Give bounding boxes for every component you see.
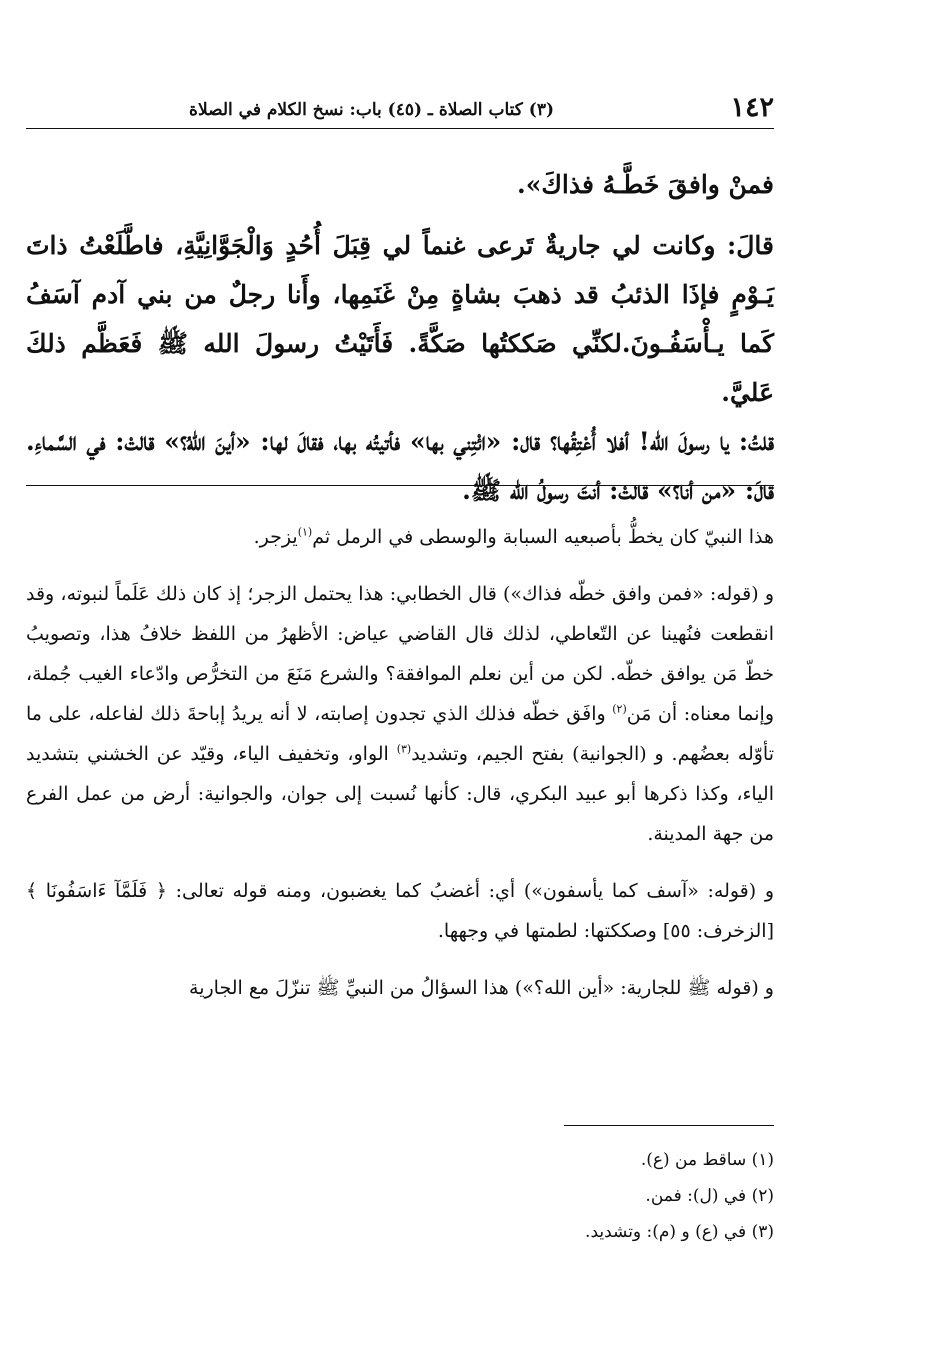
hadith-paragraph-3: قلتُ: يا رسولَ الله! أفلا أُعْتِقُها؟ قال: «ائْتِني بها» فأتيتُه بها، فقالَ لها: «أينَ اللهُ؟» قالتْ: في السَّماءِ. قالَ: «من أنا؟» قالتْ: أنتَ رسولُ الله ﷺ. [26, 427, 774, 505]
hadith-text [26, 160, 774, 515]
commentary-2-text-a: و (قوله: «فمن وافق خطّه فذاك») قال الخطابي: هذا يحتمل الزجر؛ إذ كان ذلك عَلَماً لنبوته، وقد انقطعت فنُهينا عن التّعاطي، لذلك قال القاضي عياض: الأظهرُ من اللفظ خلافُ هذا، وتصويبُ خطّ مَن يوافق خطّه. لكن من أين نعلم الموافقة؟ والشرع مَنَعَ من التخرُّص وادّعاء الغيب جُملة، وإنما معناه: أن مَن [26, 583, 774, 725]
commentary-paragraph-3: و (قوله: «آسف كما يأسفون») أي: أغضبُ كما يغضبون، ومنه قوله تعالى: ﴿ فَلَمَّآ ءَاسَفُونَا ﴾ [الزخرف: ٥٥] وصككتها: لطمتها في وجهها. [26, 880, 774, 942]
footnote-3: (٣) في (ع) و (م): وتشديد. [585, 1222, 774, 1242]
commentary-paragraph-4: و (قوله ﷺ للجارية: «أين الله؟») هذا السؤالُ من النبيِّ ﷺ تنزّلَ مع الجارية [189, 977, 774, 999]
footnote-ref-1: (١) [297, 525, 313, 539]
commentary-2-text-b: وافَق خطّه فذلك الذي تجدون إصابته، لا أنه يريدُ إباحةَ ذلك لفاعله، على ما تأوّله بعضُهم. و (الجوانية) بفتح الجيم، وتشديد [26, 703, 774, 765]
commentary-2-text-c: الواو، وتخفيف الياء، وقيّد عن الخشني بتشديد الياء، وكذا ذكرها أبو عبيد البكري، قال: كأنها نُسبت إلى جوان، والجوانية: أرض من عمل الفرع من جهة المدينة. [26, 743, 774, 845]
header-divider [26, 128, 774, 129]
commentary-1-text-a: هذا النبيّ كان يخطُّ بأصبعيه السبابة والوسطى في الرمل ثم [312, 526, 774, 548]
footnotes [26, 1142, 774, 1250]
hadith-paragraph-1: فمنْ وافقَ خَطَّـهُ فذاكَ». [516, 170, 774, 199]
hadith-paragraph-2: قالَ: وكانت لي جاريةٌ تَرعى غنماً لي قِبَلَ أُحُدٍ وَالْجَوَّانِيَّةِ، فاطَّلَعْتُ ذاتَ يَـوْمٍ فإذَا الذئبُ قد ذهبَ بشاةٍ مِنْ غَنَمِها، وأَنا رجلٌ من بني آدم آسَفُ كَما يـأْسَفُـونَ.لكنِّي صَككتُها صَكَّةً. فَأَتَيْتُ رسولَ الله ﷺ فَعَظَّم ذلكَ عَليَّ. [26, 231, 774, 407]
footnote-1: (١) ساقط من (ع). [640, 1150, 774, 1170]
footnote-divider [564, 1125, 774, 1126]
footnote-ref-3: (٣) [396, 742, 412, 756]
footnote-ref-2: (٢) [612, 702, 627, 716]
commentary-text [26, 517, 774, 1025]
commentary-paragraph-2 [26, 574, 774, 854]
page-number: ١٤٢ [730, 92, 774, 123]
commentary-1-text-b: يزجر. [253, 526, 298, 548]
commentary-paragraph-1 [26, 517, 774, 557]
running-head: (٣) كتاب الصلاة ـ (٤٥) باب: نسخ الكلام في الصلاة [189, 100, 554, 120]
footnote-2: (٢) في (ل): فمن. [645, 1186, 774, 1206]
page-header [26, 92, 774, 128]
text-commentary-divider [26, 485, 774, 486]
